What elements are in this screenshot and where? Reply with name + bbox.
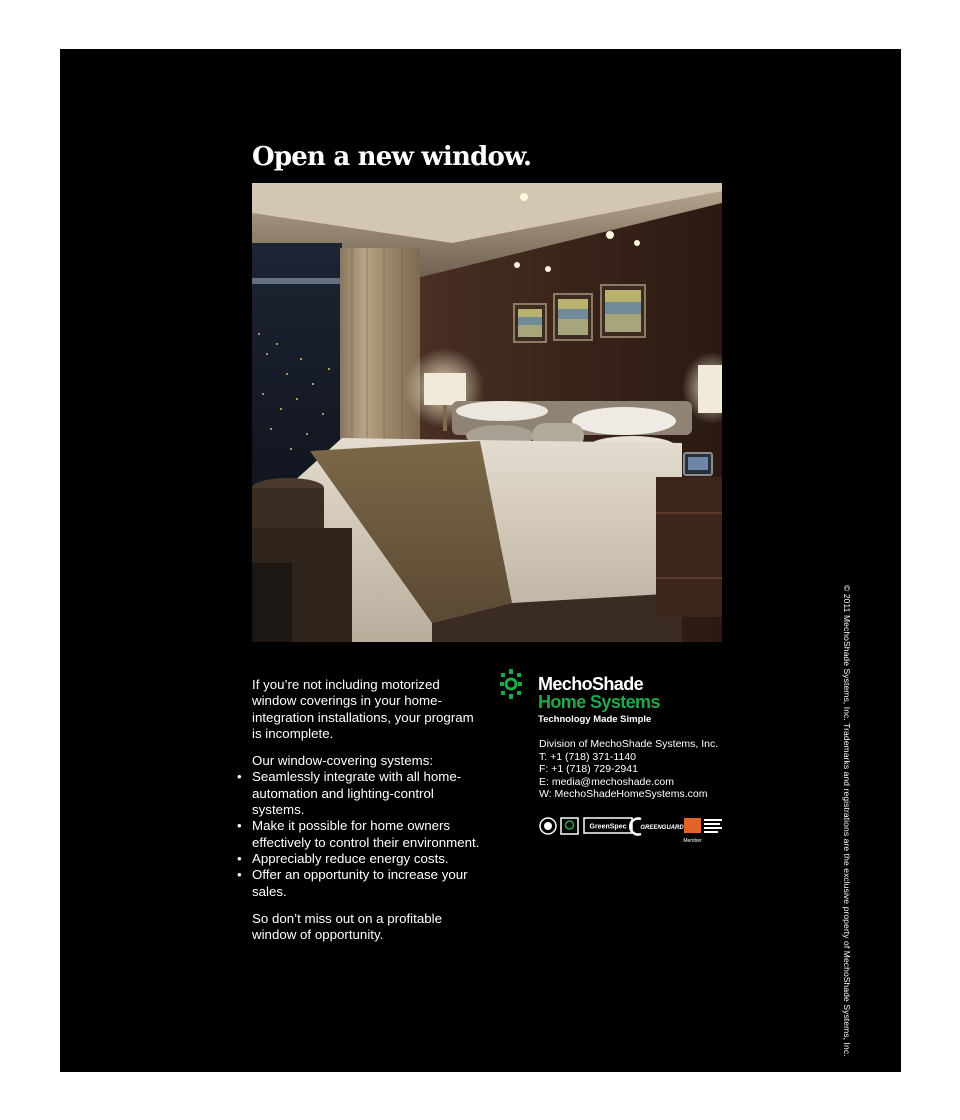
- contact-block: [539, 738, 718, 801]
- closing-paragraph: So don’t miss out on a profitable window of opportunity.: [252, 910, 442, 943]
- advertisement-page: [60, 49, 901, 1072]
- email-text: E: media@mechoshade.com: [539, 775, 674, 788]
- member-text: Member: [683, 838, 702, 844]
- list-item: • Offer an opportunity to increase your sales.: [252, 867, 482, 900]
- fax-text: F: +1 (718) 729-2941: [539, 763, 638, 776]
- phone-text: T: +1 (718) 371-1140: [539, 750, 636, 763]
- benefits-list: [252, 769, 482, 899]
- greenguard-text: GREENGUARD: [640, 825, 684, 831]
- cedia-badge: [684, 818, 701, 833]
- list-item: • Appreciably reduce energy costs.: [252, 851, 482, 867]
- greenspec-text: GreenSpec: [589, 823, 627, 831]
- intro-paragraph: If you’re not including motorized window coverings in your home-integration installations, your program is incomplete.: [252, 677, 474, 741]
- body-copy: [252, 677, 482, 943]
- copyright-notice: © 2011 MechoShade Systems, Inc. Trademarks and registrations are the exclusive property of MechoShade Systems, Inc.: [842, 585, 852, 1057]
- list-item: • Make it possible for home owners effectively to control their environment.: [252, 818, 482, 851]
- list-item: • Seamlessly integrate with all home-automation and lighting-control systems.: [252, 769, 482, 818]
- headline: Open a new window.: [252, 142, 532, 172]
- sun-logo-icon: [500, 669, 522, 699]
- brand-tagline: Technology Made Simple: [538, 714, 652, 725]
- systems-intro: Our window-covering systems:: [252, 753, 434, 769]
- certification-badges: [538, 815, 724, 845]
- brand-subname: Home Systems: [538, 692, 660, 712]
- division-text: Division of MechoShade Systems, Inc.: [539, 738, 719, 750]
- website-text: W: MechoShadeHomeSystems.com: [539, 788, 708, 801]
- bedroom-photo: [252, 183, 722, 642]
- brand-name: MechoShade: [538, 674, 644, 694]
